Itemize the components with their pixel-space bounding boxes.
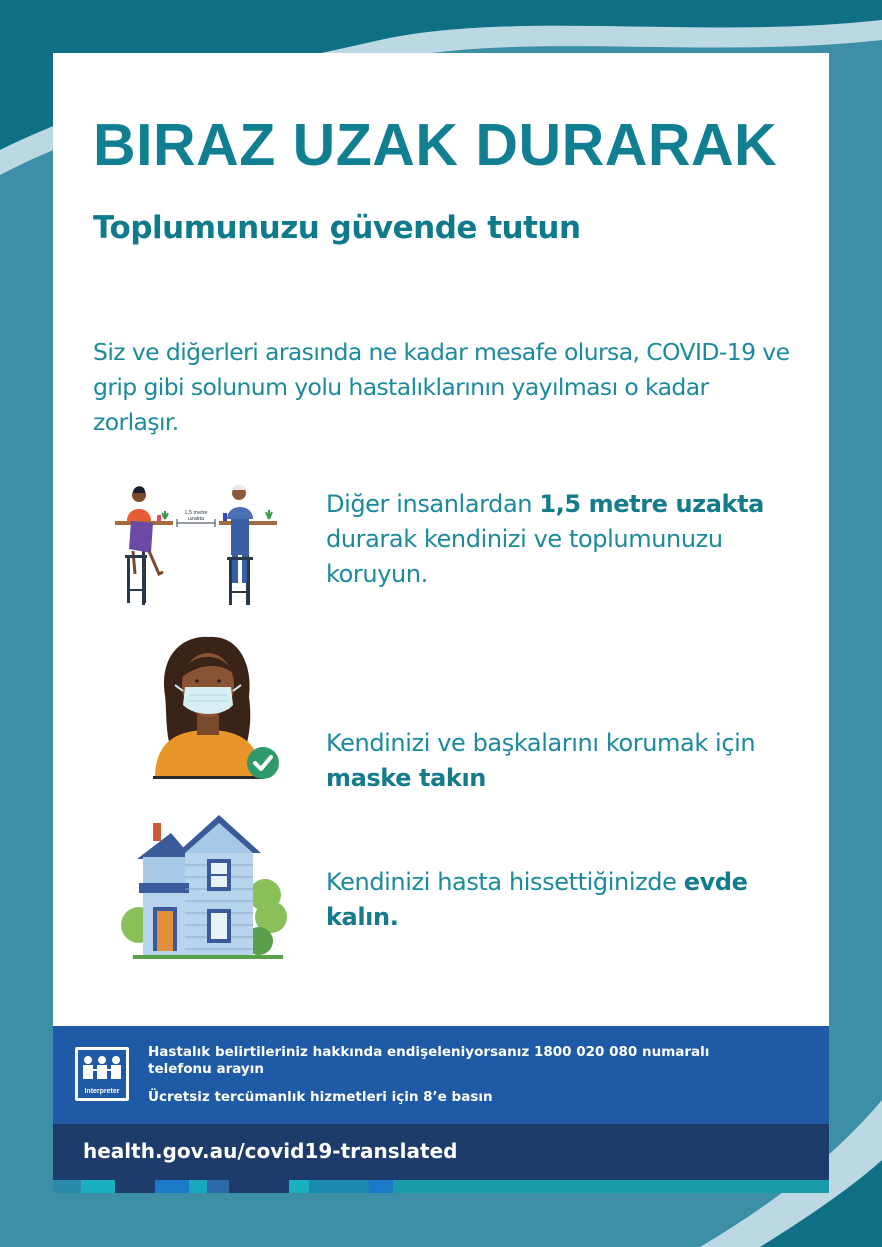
stay-home-text-before: Kendinizi hasta hissettiğinizde (326, 868, 684, 896)
interpreter-label: Interpreter (84, 1088, 120, 1095)
distance-label-line1: 1,5 metre (184, 510, 208, 516)
house-illustration (119, 813, 289, 963)
page-subtitle: Toplumunuzu güvende tutun (93, 210, 581, 246)
distancing-text-before: Diğer insanlardan (326, 490, 540, 518)
distancing-text-after: durarak kendinizi ve toplumunuzu koruyun. (326, 525, 723, 588)
mask-text-before: Kendinizi ve başkalarını korumak için (326, 729, 756, 757)
mask-text-bold: maske takın (326, 764, 486, 792)
distancing-text (326, 487, 796, 592)
interpreter-help-text: Ücretsiz tercümanlık hizmetleri için 8’e basın (148, 1089, 493, 1105)
stay-home-text-bold: evde kalın. (326, 868, 748, 931)
intro-paragraph: Siz ve diğerleri arasında ne kadar mesafe olursa, COVID-19 ve grip gibi solunum yolu hastalıklarının yayılması o kadar zorlaşır. (93, 338, 790, 436)
mask-text (326, 726, 796, 796)
page-title: BIRAZ UZAK DURARAK (93, 112, 778, 178)
footer-url-band (53, 1124, 829, 1180)
stay-home-text (326, 865, 796, 935)
footer-info-band (53, 1026, 829, 1124)
distance-label-line2: uzakta (187, 516, 205, 522)
distancing-illustration (111, 479, 291, 609)
interpreter-icon (75, 1047, 129, 1101)
stay-home-item (53, 813, 829, 963)
check-icon (246, 746, 280, 780)
poster (53, 53, 829, 1193)
phone-help-text: Hastalık belirtileriniz hakkında endişeleniyorsanız 1800 020 080 numaralı telefonu arayın (148, 1044, 710, 1077)
distancing-item (53, 473, 829, 613)
website-link[interactable]: health.gov.au/covid19-translated (83, 1139, 458, 1163)
distancing-text-bold: 1,5 metre uzakta (539, 490, 764, 518)
mask-item (53, 633, 829, 792)
decorative-stripe (53, 1180, 829, 1193)
